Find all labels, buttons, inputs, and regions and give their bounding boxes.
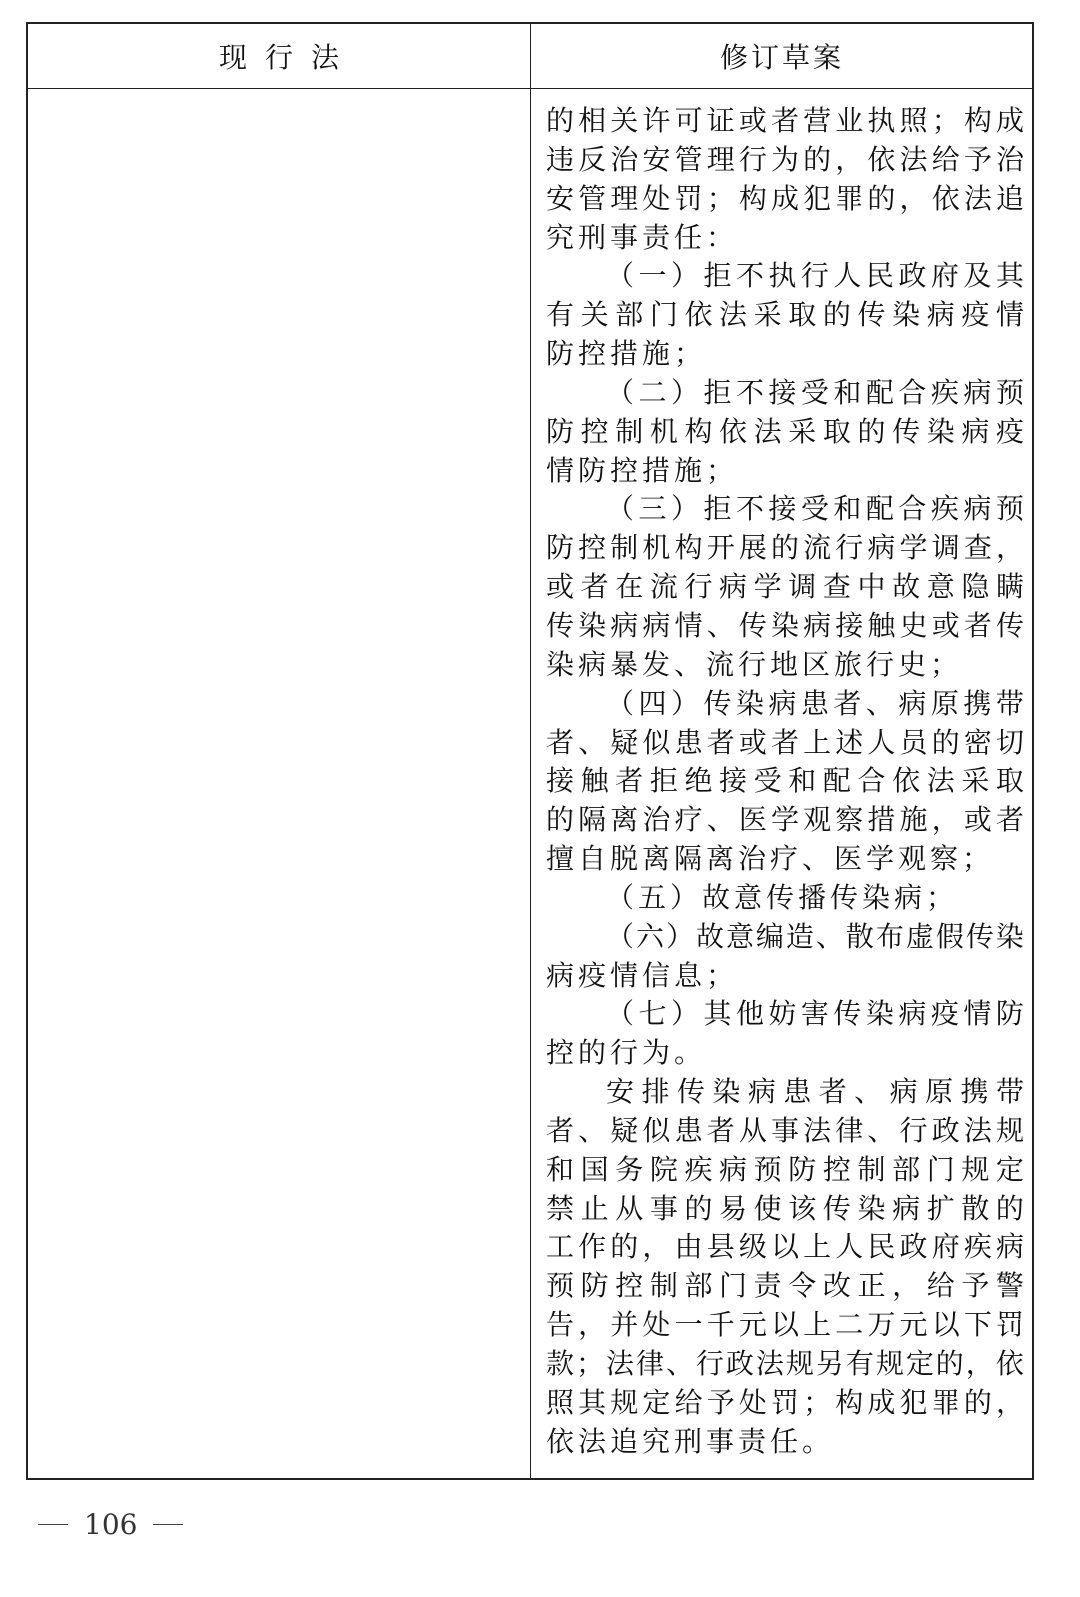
header-revised-draft: 修订草案 xyxy=(719,41,844,74)
text-line: （ 三 ） 拒 不 接 受 和 配 合 疾 病 预 xyxy=(606,492,1024,526)
page-number: 106 xyxy=(84,1508,138,1541)
column-divider xyxy=(530,24,531,1478)
text-line: 依法追究刑事责任。 xyxy=(546,1424,835,1458)
text-line: 安 管 理 处 罚 ； 构 成 犯 罪 的 ， 依 法 追 xyxy=(546,181,1024,215)
revised-draft-text xyxy=(546,102,1024,1462)
text-line: 者 、 疑 似 患 者 或 者 上 述 人 员 的 密 切 xyxy=(546,725,1024,759)
text-line: 染病暴发、流行地区旅行史； xyxy=(546,647,963,681)
page-footer xyxy=(38,1508,183,1541)
text-line: 究刑事责任： xyxy=(546,220,739,254)
header-current-law: 现行法 xyxy=(218,41,357,74)
text-line: 控的行为。 xyxy=(546,1036,707,1070)
text-line: 或 者 在 流 行 病 学 调 查 中 故 意 隐 瞒 xyxy=(546,570,1024,604)
text-line: （ 二 ） 拒 不 接 受 和 配 合 疾 病 预 xyxy=(606,375,1024,409)
text-line: 传 染 病 病 情 、 传 染 病 接 触 史 或 者 传 xyxy=(546,608,1024,642)
text-line: 防控措施； xyxy=(546,337,707,371)
text-line: 有 关 部 门 依 法 采 取 的 传 染 病 疫 情 xyxy=(546,298,1024,332)
text-line: 防 控 制 机 构 依 法 采 取 的 传 染 病 疫 xyxy=(546,414,1024,448)
text-line: （ 四 ） 传 染 病 患 者 、 病 原 携 带 xyxy=(606,686,1024,720)
text-line: 防 控 制 机 构 开 展 的 流 行 病 学 调 查 ， xyxy=(546,531,1024,565)
text-line: 违 反 治 安 管 理 行 为 的 ， 依 法 给 予 治 xyxy=(546,142,1024,176)
text-line: 的 相 关 许 可 证 或 者 营 业 执 照 ； 构 成 xyxy=(546,104,1024,137)
text-line: 接 触 者 拒 绝 接 受 和 配 合 依 法 采 取 xyxy=(546,764,1024,798)
text-line: 和 国 务 院 疾 病 预 防 控 制 部 门 规 定 xyxy=(546,1152,1024,1186)
footer-dash-right xyxy=(153,1524,183,1525)
text-line: 预 防 控 制 部 门 责 令 改 正 ， 给 予 警 xyxy=(546,1269,1024,1303)
text-line: 告 ， 并 处 一 千 元 以 上 二 万 元 以 下 罚 xyxy=(546,1308,1024,1342)
text-line: 情防控措施； xyxy=(546,453,739,487)
text-line: 者 、 疑 似 患 者 从 事 法 律 、 行 政 法 规 xyxy=(546,1113,1024,1147)
text-line: （ 六 ） 故 意 编 造 、 散 布 虚 假 传 染 xyxy=(606,919,1024,953)
comparison-table xyxy=(26,22,1034,1480)
text-line: 工 作 的 ， 由 县 级 以 上 人 民 政 府 疾 病 xyxy=(546,1230,1024,1264)
text-line: （ 七 ） 其 他 妨 害 传 染 病 疫 情 防 xyxy=(606,997,1024,1031)
text-line: （ 一 ） 拒 不 执 行 人 民 政 府 及 其 xyxy=(606,259,1024,293)
text-line: 禁 止 从 事 的 易 使 该 传 染 病 扩 散 的 xyxy=(546,1191,1024,1225)
text-line: （五）故意传播传染病； xyxy=(606,880,959,914)
text-line: 擅自脱离隔离治疗、医学观察； xyxy=(546,842,995,876)
header-divider xyxy=(28,88,1032,89)
text-line: 病疫情信息； xyxy=(546,958,739,992)
text-line: 款 ； 法 律 、 行 政 法 规 另 有 规 定 的 ， 依 xyxy=(546,1347,1024,1380)
text-line: 照 其 规 定 给 予 处 罚 ； 构 成 犯 罪 的 ， xyxy=(546,1385,1024,1419)
footer-dash-left xyxy=(38,1524,68,1525)
text-line: 安 排 传 染 病 患 者 、 病 原 携 带 xyxy=(606,1075,1024,1109)
text-line: 的 隔 离 治 疗 、 医 学 观 察 措 施 ， 或 者 xyxy=(546,803,1024,837)
